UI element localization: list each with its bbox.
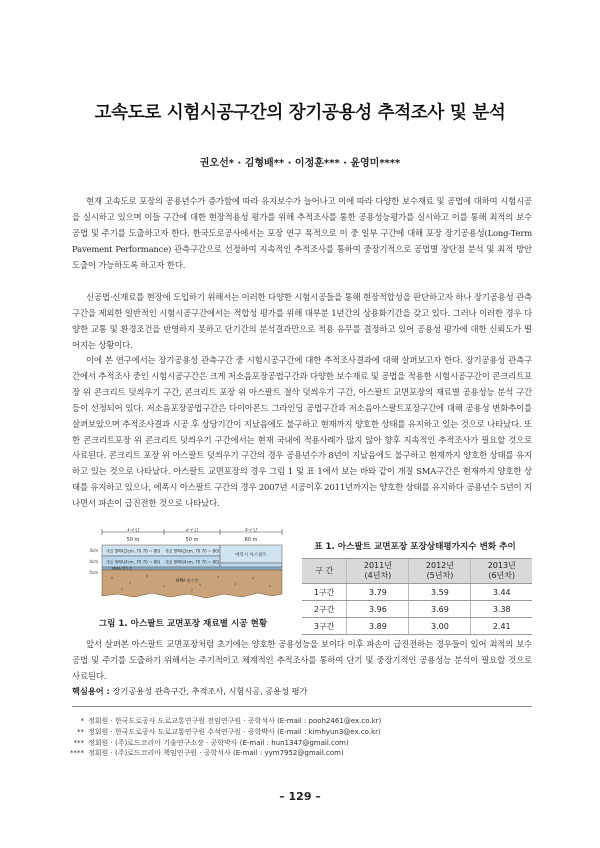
column-header: 2013년 (6년차) bbox=[471, 559, 532, 584]
table-row bbox=[302, 584, 532, 601]
footnote-mark: **** bbox=[70, 749, 84, 758]
page-number: – 129 – bbox=[279, 790, 321, 803]
table-cell: 3.38 bbox=[471, 601, 532, 618]
paragraph-4 bbox=[72, 637, 532, 685]
paragraph-text: 신공법·신재료를 현장에 도입하기 위해서는 이러한 다양한 시험시공들을 통해 현장적합성을 판단하고자 하나 장기공용성 관측구간을 제외한 일반적인 시험시공구간에서는 적합성 평가를 위해 대부분 1년간의 상용화기간을 갖고 있다. 그러나 이러한 경우 다양한 교통 및 환경조건을 반영하지 못하고 단기간의 분석결과만으로 적용 유무를 결정하고 있어 공용성 평가에 대한 신뢰도가 떨어지는 상황이다. bbox=[72, 292, 532, 350]
length-label-2: 50 m bbox=[185, 537, 199, 543]
layer-label-upper-1: 개질 SMA(3cm, 70 70 ~ 80) bbox=[105, 548, 161, 554]
column-header: 구 간 bbox=[302, 559, 347, 584]
table-cell: 3.44 bbox=[471, 584, 532, 601]
footnote-text: 정회원 · (주)로드코리아 기술연구소장 · 공학박사 (E-mail : hun1347@gmail.com) bbox=[88, 738, 349, 747]
section-label-1: 1구간 bbox=[126, 528, 140, 533]
paper-title: 고속도로 시험시공구간의 장기공용성 추적조사 및 분석 bbox=[94, 103, 506, 123]
footnote bbox=[60, 716, 540, 727]
figure-1 bbox=[72, 528, 292, 616]
author-list: 권오선* · 김형배** · 이정훈*** · 윤영미**** bbox=[199, 158, 401, 169]
footnote-mark: *** bbox=[73, 738, 84, 747]
section-label-3: 3구간 bbox=[244, 528, 258, 533]
thickness-label-2: 4cm bbox=[89, 559, 98, 564]
footnote-text: 정회원 · (주)로드코리아 책임연구원 · 공학석사 (E-mail : yym7952@gmail.com) bbox=[88, 749, 344, 758]
footnote bbox=[60, 727, 540, 738]
base-label: MMA 방수층 bbox=[112, 566, 133, 571]
length-label-3: 60 m bbox=[244, 537, 258, 543]
footnotes bbox=[60, 716, 540, 759]
table-cell: 3.69 bbox=[409, 601, 471, 618]
table-cell: 3.00 bbox=[409, 618, 471, 635]
layer-label-upper-2: 개질 SMA(3cm, 70 70 ~ 80) bbox=[164, 548, 220, 554]
paragraph-2 bbox=[72, 290, 532, 354]
footnote-mark: * bbox=[80, 717, 84, 725]
epoxy-base bbox=[220, 563, 282, 567]
footnote-divider bbox=[72, 706, 532, 707]
thickness-label-1: 3cm bbox=[89, 548, 98, 553]
table-cell: 3.59 bbox=[409, 584, 471, 601]
layer-label-lower-2: 개질 SMA(4cm, 70 70 ~ 80) bbox=[164, 559, 220, 565]
footnote bbox=[60, 738, 540, 749]
keywords-label: 핵심용어 : bbox=[72, 686, 110, 696]
table-cell: 2구간 bbox=[302, 601, 347, 618]
concrete-slab bbox=[102, 570, 282, 598]
paragraph-3 bbox=[72, 353, 532, 512]
column-header: 2011년 (4년차) bbox=[347, 559, 409, 584]
paragraph-text: 이에 본 연구에서는 장기공용성 관측구간 중 시험시공구간에 대한 추적조사결과에 대해 살펴보고자 한다. 장기공용성 관측구간에서 추적조사 중인 시험시공구간은 크게 저소음포장공법구간과 다양한 보수재료 및 공법을 적용한 시험시공구간이 콘크리트포장 위 콘크리트 덧씌우기 구간, 콘크리트 포장 위 아스팔트 절삭 덧씌우기 구간, 아스팔트 교면포장의 재료별 공용성능 분석 구간 등이 선정되어 있다. 저소음포장공법구간은 다이아몬드 그라인딩 공법구간과 저소음아스팔트포장구간에 대해 공용성 변화추이를 살펴보았으며 추적조사결과 시공 후 상당기간이 지났음에도 불구하고 현재까지 양호한 상태를 유지하고 있는 것으로 나타났다. 또한 콘크리트포장 위 콘크리트 덧씌우기 구간에서는 현재 국내에 적용사례가 많지 않아 향후 지속적인 추적조사가 필요할 것으로 사료된다. 콘크리트 포장 위 아스팔트 덧씌우기 구간의 경우 공용년수가 8년이 지났음에도 불구하고 현재까지 양호한 상태를 유지하고 있는 것으로 나타났다. 아스팔트 교면포장의 경우 그림 1 및 표 1에서 보는 바와 같이 개질 SMA구간은 현재까지 양호한 상태를 유지하고 있으나, 에폭시 아스팔트 구간의 경우 2007년 시공이후 2011년까지는 양호한 상태를 유지하다 공용년수 5년이 지나면서 파손이 급진전한 것으로 나타났다. bbox=[72, 355, 532, 509]
footnote-mark: ** bbox=[77, 727, 84, 736]
table-cell: 2.41 bbox=[471, 618, 532, 635]
keywords bbox=[72, 686, 307, 697]
slab-label: MMA 방수층 bbox=[176, 578, 199, 583]
section-label-2: 2구간 bbox=[185, 528, 199, 533]
pavement-index-table bbox=[302, 558, 532, 635]
footnote bbox=[60, 748, 540, 759]
table-cell: 3구간 bbox=[302, 618, 347, 635]
paragraph-text: 현재 고속도로 포장의 공용년수가 증가함에 따라 유지보수가 늘어나고 이에 따라 다양한 보수재료 및 공법에 대하여 시험시공을 실시하고 있으며 이들 구간에 대한 현장적용성 평가를 위해 추적조사를 통한 공용성능평가를 실시하고 이를 통해 최적의 보수공법 및 주기를 도출하고자 한다. 한국도로공사에서는 포장 연구 목적으로 이 중 일부 구간에 대해 포장 장기공용성(Long-Term Pavement Performance) 관측구간으로 선정하여 지속적인 추적조사를 통하여 중장기적으로 공법별 장단점 분석 및 최적 방안도출이 가능하도록 하고자 한다. bbox=[72, 196, 532, 270]
footnote-text: 정회원 · 한국도로공사 도로교통연구원 수석연구원 · 공학박사 (E-mail : kimhyun3@ex.co.kr) bbox=[88, 727, 381, 736]
pavement-section-diagram bbox=[72, 528, 292, 612]
column-header: 2012년 (5년차) bbox=[409, 559, 471, 584]
paragraph-text: 앞서 살펴본 아스팔트 교면포장처럼 초기에는 양호한 공용성능을 보이다 이후 파손이 급진전하는 경우들이 있어 최적의 보수공법 및 주기를 도출하기 위해서는 주기적이고 체계적인 추적조사를 통하여 단기 및 중장기적인 공용성능 분석이 필요할 것으로 사료된다. bbox=[72, 639, 532, 681]
layer-label-epoxy: 에폭시 아스팔트 bbox=[235, 553, 267, 558]
table-cell: 3.96 bbox=[347, 601, 409, 618]
table-row bbox=[302, 601, 532, 618]
table-cell: 3.89 bbox=[347, 618, 409, 635]
table-caption: 표 1. 아스팔트 교면포장 포장상태평가지수 변화 추이 bbox=[314, 542, 516, 552]
paragraph-1 bbox=[72, 194, 532, 274]
figure-caption: 그림 1. 아스팔트 교면포장 재료별 시공 현황 bbox=[98, 619, 268, 629]
footnote-text: 정회원 · 한국도로공사 도로교통연구원 전임연구원 · 공학석사 (E-mail : pooh2461@ex.co.kr) bbox=[88, 717, 382, 725]
table-header-row bbox=[302, 559, 532, 584]
keywords-values: 장기공용성 관측구간, 추적조사, 시험시공, 공용성 평가 bbox=[112, 686, 308, 696]
length-label-1: 50 m bbox=[126, 537, 140, 543]
layer-label-lower-1: 개질 SMA(4cm, 70 70 ~ 80) bbox=[105, 559, 161, 565]
thickness-label-3: 5cm bbox=[89, 570, 98, 575]
table-row bbox=[302, 618, 532, 635]
table-cell: 3.79 bbox=[347, 584, 409, 601]
table-cell: 1구간 bbox=[302, 584, 347, 601]
